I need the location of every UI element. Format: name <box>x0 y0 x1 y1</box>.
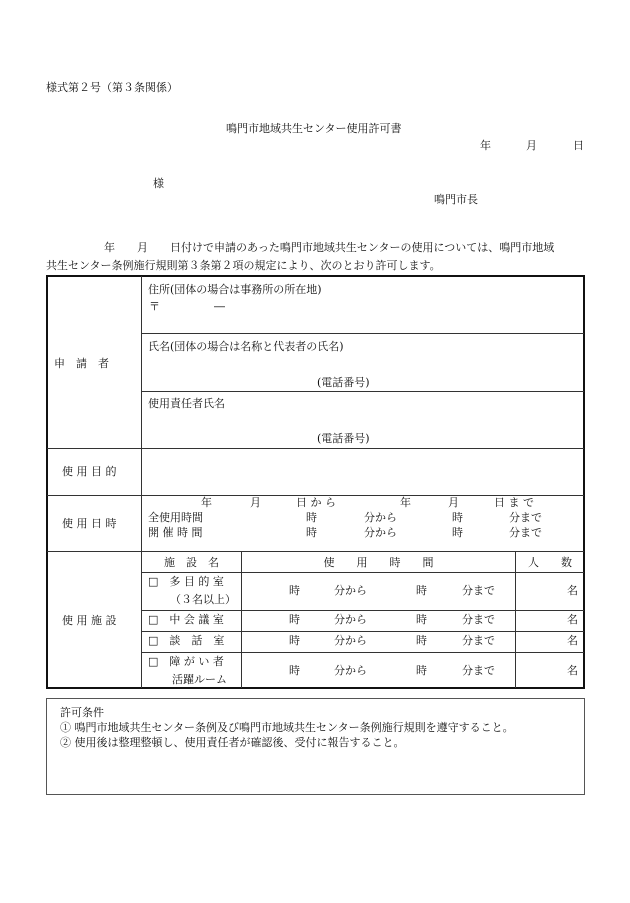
facility-name-header: 施 設 名 <box>164 556 219 569</box>
facility-4-min-to: 分まで <box>462 664 495 677</box>
document-title: 鳴門市地域共生センター使用許可書 <box>226 122 402 135</box>
conditions-title: 許可条件 <box>60 706 104 719</box>
event-hour-2: 時 <box>452 526 463 539</box>
divider-facility-row2 <box>141 631 584 632</box>
dt-month: 月 <box>250 496 261 509</box>
facility-3-hour: 時 <box>289 634 300 647</box>
divider-name <box>141 391 584 392</box>
total-hour: 時 <box>306 511 317 524</box>
phone-label-2: (電話番号) <box>317 432 370 445</box>
facility-2-name: □ 中 会 議 室 <box>148 613 224 626</box>
divider-datetime <box>47 551 584 552</box>
facility-4-hour: 時 <box>289 664 300 677</box>
facility-4-hour-2: 時 <box>416 664 427 677</box>
applicant-label: 申 請 者 <box>54 357 109 370</box>
total-time-label: 全使用時間 <box>148 511 203 524</box>
name-label: 氏名(団体の場合は名称と代表者の氏名) <box>148 340 344 353</box>
permit-table <box>46 275 585 689</box>
intro-line-1: 年 月 日付けで申請のあった鳴門市地域共生センターの使用については、鳴門市地域 <box>104 241 555 254</box>
addressee-suffix: 様 <box>153 177 164 190</box>
datetime-label: 使 用 日 時 <box>62 517 117 530</box>
facility-2-min-from: 分から <box>334 613 367 626</box>
dt-month-2: 月 <box>448 496 459 509</box>
dt-year-2: 年 <box>400 496 411 509</box>
facility-2-hour: 時 <box>289 613 300 626</box>
total-min-to: 分まで <box>509 511 542 524</box>
dt-year: 年 <box>201 496 212 509</box>
facility-1-note: （３名以上） <box>170 593 236 606</box>
purpose-label: 使 用 目 的 <box>62 465 117 478</box>
facility-1-hour-2: 時 <box>416 584 427 597</box>
facility-1-min-to: 分まで <box>462 584 495 597</box>
facility-name-divider <box>241 552 242 688</box>
facility-3-min-from: 分から <box>334 634 367 647</box>
facility-4-min-from: 分から <box>334 664 367 677</box>
divider-applicant <box>47 448 584 449</box>
count-header: 人 数 <box>528 556 572 569</box>
phone-label: (電話番号) <box>317 376 370 389</box>
divider-facility-header <box>141 572 584 573</box>
facility-count-divider <box>515 552 516 688</box>
date-year: 年 <box>480 139 491 152</box>
date-month: 月 <box>526 139 537 152</box>
facility-1-name: □ 多 目 的 室 <box>148 575 224 588</box>
event-hour: 時 <box>306 526 317 539</box>
facility-2-min-to: 分まで <box>462 613 495 626</box>
issuer: 鳴門市長 <box>434 193 478 206</box>
facility-2-hour-2: 時 <box>416 613 427 626</box>
facility-4-name-2: 活躍ルーム <box>172 673 227 686</box>
divider-address <box>141 333 584 334</box>
facility-3-name: □ 談 話 室 <box>148 634 225 647</box>
intro-line-2: 共生センター条例施行規則第３条第２項の規定により、次のとおり許可します。 <box>46 259 441 272</box>
facility-1-hour: 時 <box>289 584 300 597</box>
total-min-from: 分から <box>364 511 397 524</box>
facility-4-name: □ 障 が い 者 <box>148 655 224 668</box>
facility-3-min-to: 分まで <box>462 634 495 647</box>
event-min-to: 分まで <box>509 526 542 539</box>
dt-day-to: 日 ま で <box>494 496 534 509</box>
event-time-label: 開 催 時 間 <box>148 526 203 539</box>
postal-dash: ― <box>214 300 225 313</box>
address-label: 住所(団体の場合は事務所の所在地) <box>148 283 322 296</box>
responsible-label: 使用責任者氏名 <box>148 397 225 410</box>
condition-item-2: ② 使用後は整理整頓し、使用責任者が確認後、受付に報告すること。 <box>60 736 405 749</box>
divider-facility-row1 <box>141 610 584 611</box>
postal-mark: 〒 <box>149 300 160 313</box>
date-day: 日 <box>573 139 584 152</box>
facility-2-unit: 名 <box>567 613 578 626</box>
facility-1-unit: 名 <box>567 584 578 597</box>
divider-facility-row3 <box>141 652 584 653</box>
event-min-from: 分から <box>364 526 397 539</box>
condition-item-1: ① 鳴門市地域共生センター条例及び鳴門市地域共生センター条例施行規則を遵守すること。 <box>60 721 514 734</box>
facility-4-unit: 名 <box>567 664 578 677</box>
dt-day-from: 日 か ら <box>296 496 336 509</box>
label-column-divider <box>141 276 142 688</box>
usage-time-header: 使 用 時 間 <box>323 556 434 569</box>
total-hour-2: 時 <box>452 511 463 524</box>
facility-3-unit: 名 <box>567 634 578 647</box>
facilities-label: 使 用 施 設 <box>62 614 117 627</box>
facility-1-min-from: 分から <box>334 584 367 597</box>
form-number: 様式第２号（第３条関係） <box>46 81 178 94</box>
facility-3-hour-2: 時 <box>416 634 427 647</box>
